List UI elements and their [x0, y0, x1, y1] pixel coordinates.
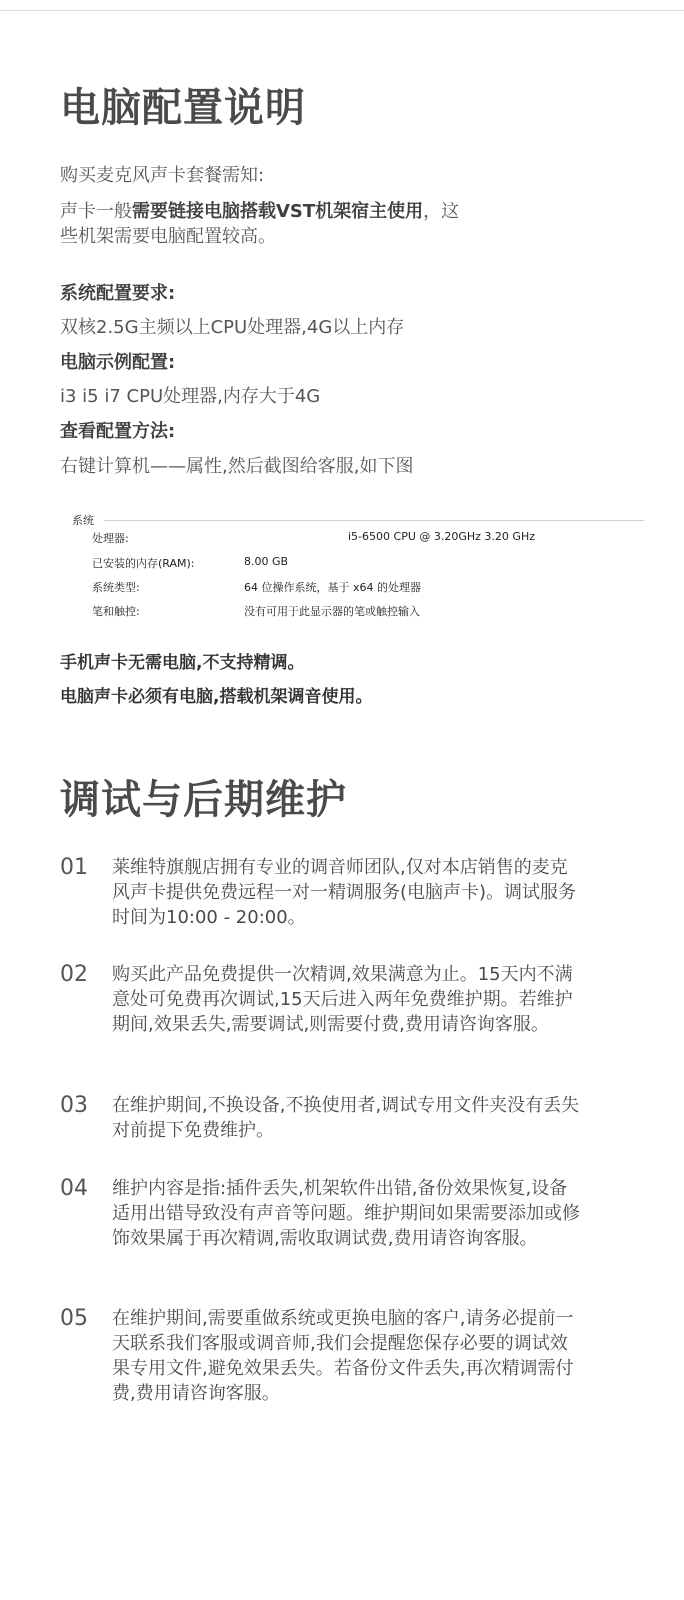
item-text: 在维护期间,需要重做系统或更换电脑的客户,请务必提前一天联系我们客服或调音师,我们会提醒您保存必要的调试效果专用文件,避免效果丢失。若备份文件丢失,再次精调需付费,费用请咨询客服。 — [112, 1308, 574, 1404]
system-info-screenshot — [70, 508, 590, 633]
system-info-value: 64 位操作系统，基于 x64 的处理器 — [244, 581, 421, 594]
system-info-row — [92, 579, 612, 599]
note-phone-soundcard: 手机声卡无需电脑,不支持精调。 — [60, 653, 305, 673]
item-text: 维护内容是指:插件丢失,机架软件出错,备份效果恢复,设备适用出错导致没有声音等问题。维护期间如果需要添加或修饰效果属于再次精调,需收取调试费,费用请咨询客服。 — [112, 1178, 580, 1249]
item-number: 05 — [60, 1306, 88, 1331]
method-text: 右键计算机——属性,然后截图给客服,如下图 — [60, 456, 414, 477]
system-info-value: i5-6500 CPU @ 3.20GHz 3.20 GHz — [348, 530, 535, 543]
item-number: 04 — [60, 1176, 88, 1201]
item-number: 03 — [60, 1093, 88, 1118]
intro-line-3: 些机架需要电脑配置较高。 — [60, 226, 276, 247]
note-pc-soundcard: 电脑声卡必须有电脑,搭载机架调音使用。 — [60, 687, 373, 707]
requirements-text: 双核2.5G主频以上CPU处理器,4G以上内存 — [60, 317, 405, 338]
item-number: 02 — [60, 962, 88, 987]
item-text: 莱维特旗舰店拥有专业的调音师团队,仅对本店销售的麦克风声卡提供免费远程一对一精调服务(电脑声卡)。调试服务时间为10:00 - 20:00。 — [112, 857, 577, 928]
item-text: 在维护期间,不换设备,不换使用者,调试专用文件夹没有丢失对前提下免费维护。 — [112, 1095, 580, 1141]
system-info-row — [92, 555, 612, 575]
system-info-value: 8.00 GB — [244, 555, 289, 568]
example-label: 电脑示例配置: — [60, 352, 176, 373]
system-info-value: 没有可用于此显示器的笔或触控输入 — [244, 605, 420, 618]
intro-line-1: 购买麦克风声卡套餐需知: — [60, 165, 265, 186]
intro-post: ，这 — [423, 201, 460, 222]
system-info-key: 处理器: — [92, 532, 129, 545]
section-title-config: 电脑配置说明 — [60, 85, 306, 131]
system-info-row — [92, 530, 612, 550]
system-info-key: 笔和触控: — [92, 605, 140, 618]
top-divider — [0, 10, 684, 11]
requirements-label: 系统配置要求: — [60, 283, 176, 304]
system-info-title: 系统 — [72, 514, 94, 527]
example-text: i3 i5 i7 CPU处理器,内存大于4G — [60, 386, 321, 407]
system-info-row — [92, 603, 612, 623]
system-info-key: 系统类型: — [92, 581, 140, 594]
intro-pre: 声卡一般 — [60, 201, 132, 222]
intro-line-2 — [60, 199, 640, 224]
system-info-key: 已安装的内存(RAM): — [92, 557, 195, 570]
intro-emphasis: 需要链接电脑搭载VST机架宿主使用 — [132, 201, 424, 222]
method-label: 查看配置方法: — [60, 421, 176, 442]
section-title-maintenance: 调试与后期维护 — [60, 777, 347, 823]
system-info-rule — [104, 520, 644, 521]
item-text: 购买此产品免费提供一次精调,效果满意为止。15天内不满意处可免费再次调试,15天后进入两年免费维护期。若维护期间,效果丢失,需要调试,则需要付费,费用请咨询客服。 — [112, 964, 573, 1035]
item-number: 01 — [60, 855, 88, 880]
